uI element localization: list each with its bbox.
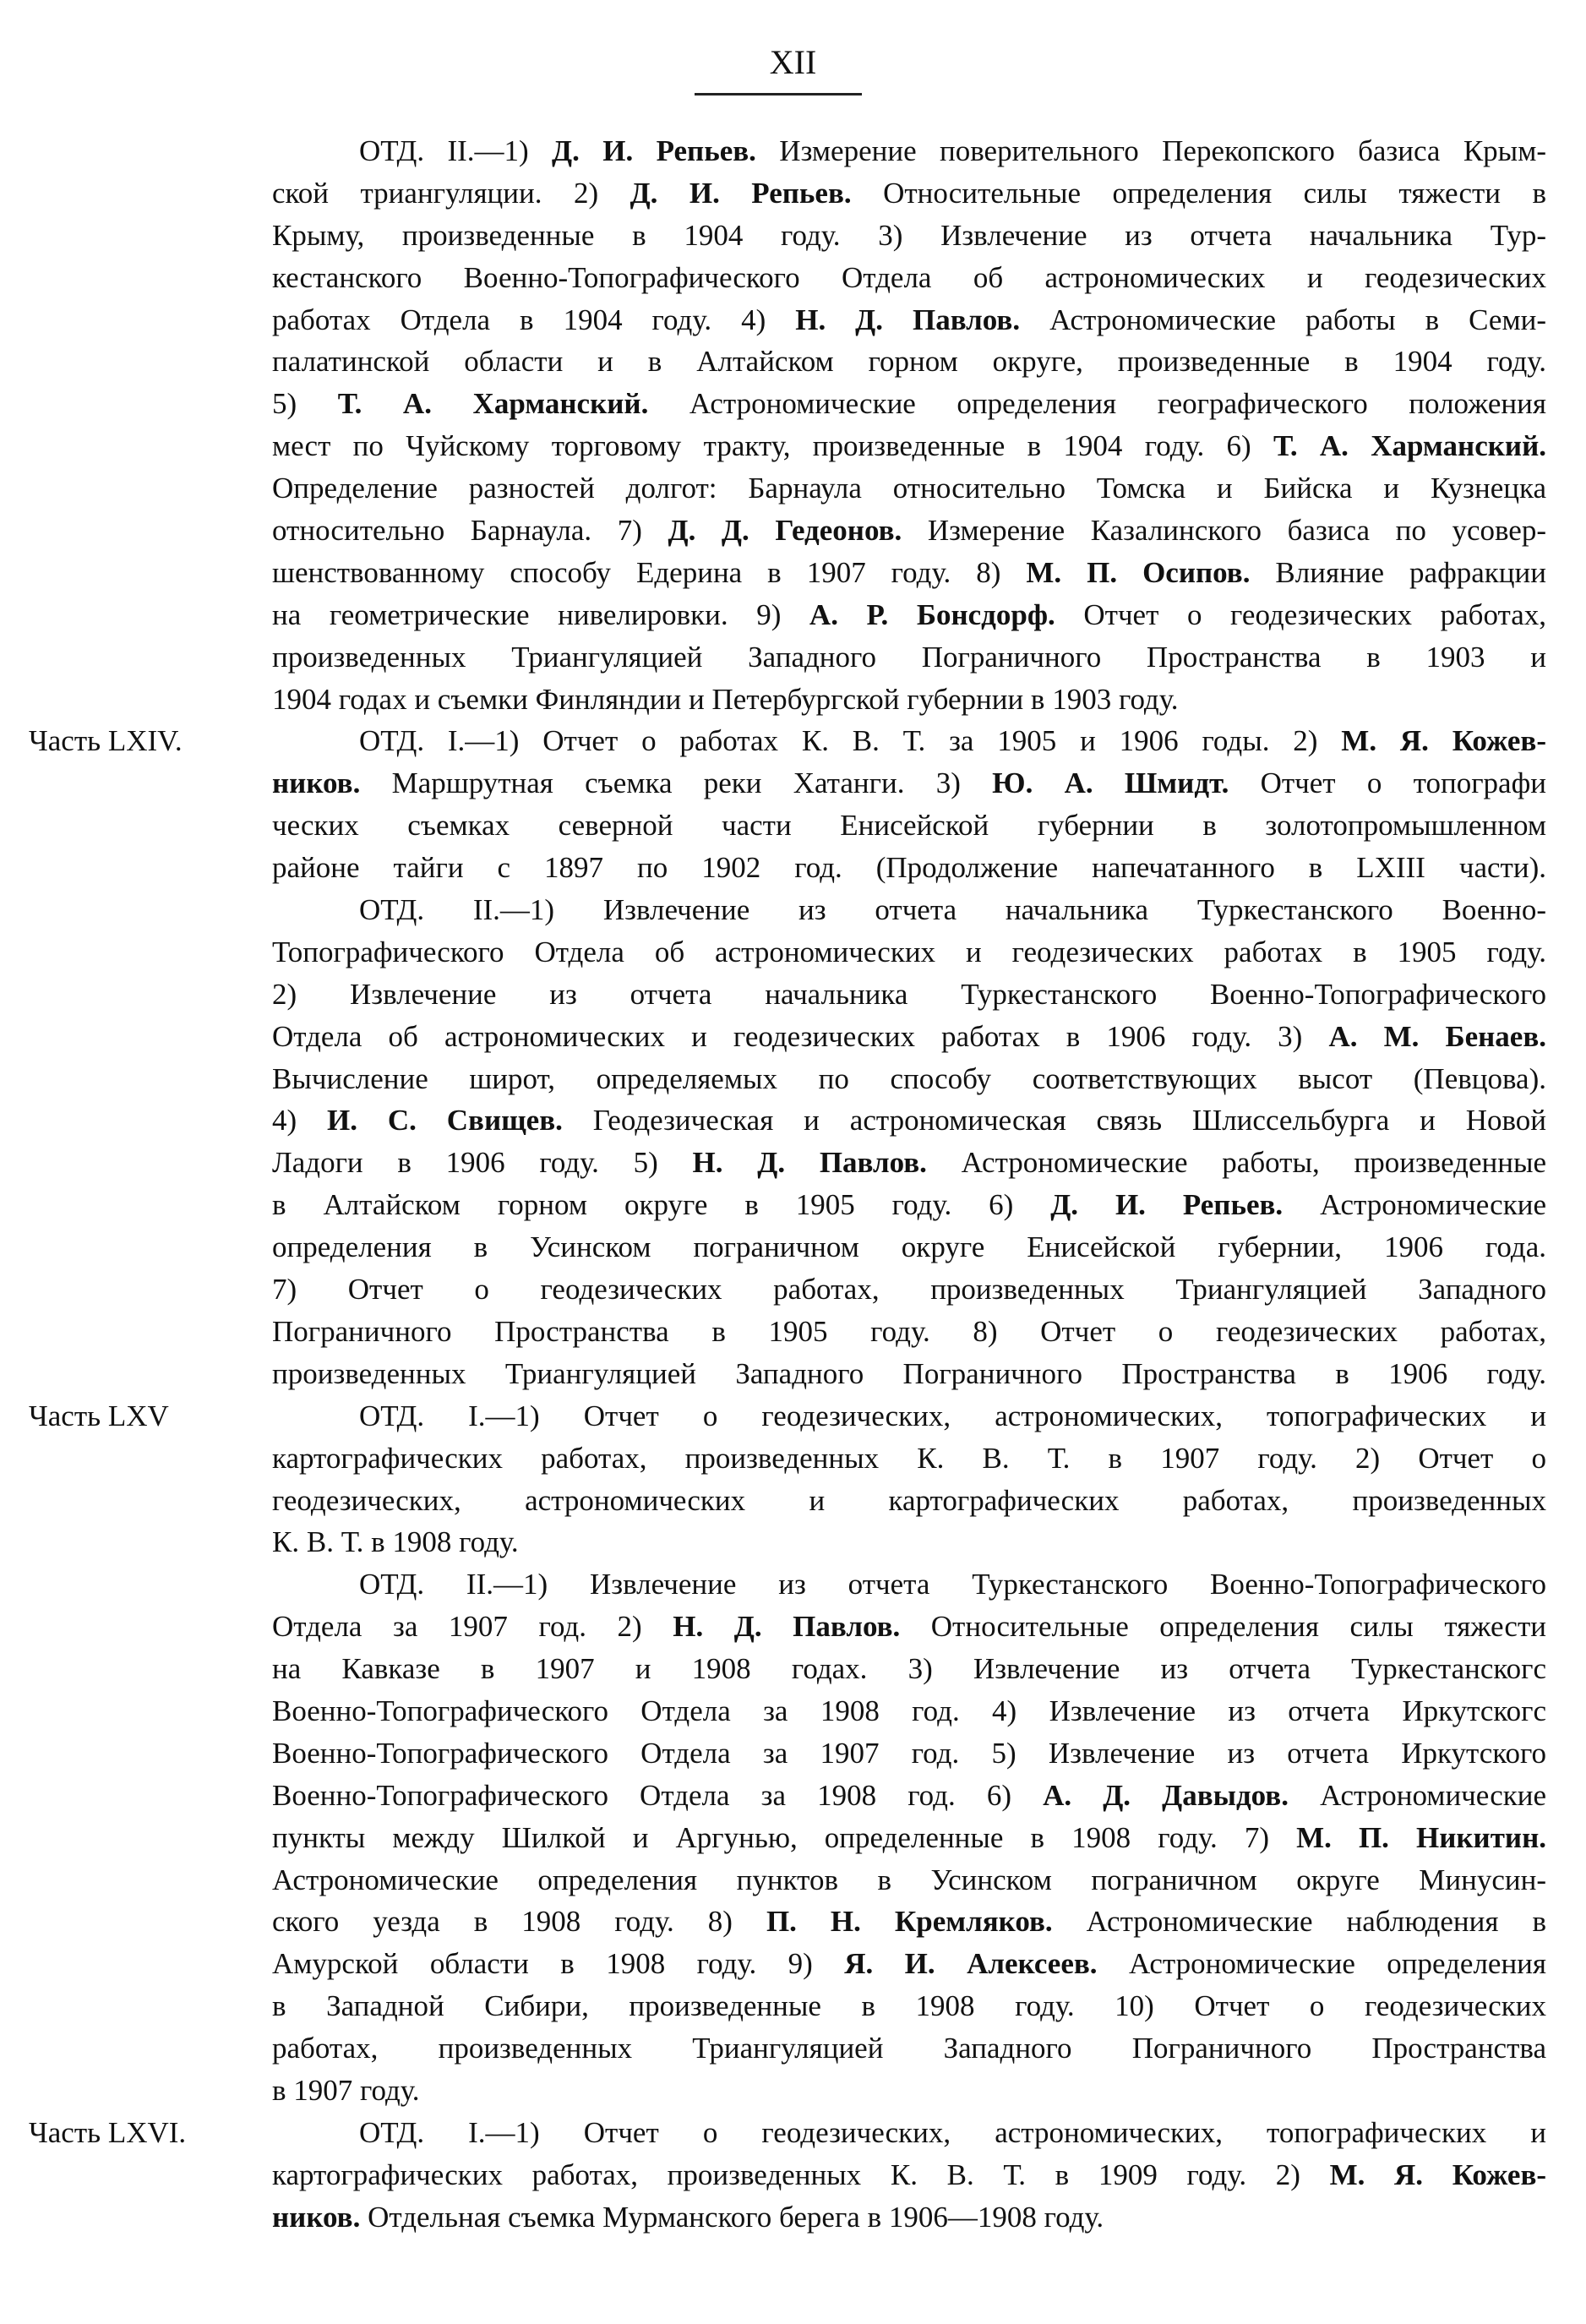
- text-segment: Астрономические: [1288, 1778, 1546, 1812]
- text-segment: относительно Барнаула. 7): [272, 514, 668, 548]
- text-segment: 1904 годах и съемки Финляндии и Петербургской губернии в 1903 году.: [272, 682, 1179, 716]
- author-name: Ю. А. Шмидт.: [992, 766, 1229, 800]
- text-line: [272, 1521, 1546, 1563]
- author-name: Т. А. Харманский.: [337, 387, 649, 421]
- text-line: [272, 1985, 1546, 2027]
- text-line: [272, 383, 1546, 425]
- text-segment: Ладоги в 1906 году. 5): [272, 1146, 693, 1180]
- text-line: [272, 1353, 1546, 1395]
- paragraph: [272, 889, 1546, 1395]
- text-line: [272, 594, 1546, 636]
- text-segment: Военно-Топографического Отдела за 1908 год. 6): [272, 1778, 1044, 1812]
- author-name: Д. Д. Гедеонов.: [668, 514, 902, 548]
- author-name: Д. И. Репьев.: [552, 134, 756, 167]
- text-line: [272, 1184, 1546, 1226]
- text-segment: Отдела за 1907 год. 2): [272, 1610, 673, 1644]
- paragraph: [272, 1563, 1546, 2112]
- text-line: [272, 762, 1546, 805]
- author-name: И. С. Свищев.: [327, 1104, 563, 1137]
- text-line: [272, 1563, 1546, 1606]
- text-line: [272, 889, 1546, 931]
- text-segment: Определение разностей долгот: Барнаула относительно Томска и Бийска и Кузнецка: [272, 472, 1546, 505]
- text-segment: Крыму, произведенные в 1904 году. 3) Извлечение из отчета начальника Тур-: [272, 218, 1546, 252]
- text-segment: кестанского Военно-Топографического Отдела об астрономических и геодезических: [272, 260, 1546, 294]
- text-segment: в Западной Сибири, произведенные в 1908 году. 10) Отчет о геодезических: [272, 1989, 1546, 2023]
- text-line: [272, 1099, 1546, 1142]
- author-name: М. П. Осипов.: [1026, 555, 1251, 589]
- author-name: ников.: [272, 766, 361, 800]
- text-segment: 7) Отчет о геодезических работах, произведенных Триангуляцией Западного: [272, 1273, 1546, 1307]
- author-name: М. Я. Кожев-: [1329, 2158, 1546, 2191]
- text-segment: 2) Извлечение из отчета начальника Туркестанского Военно-Топографического: [272, 977, 1546, 1011]
- text-segment: палатинской области и в Алтайском горном округе, произведенные в 1904 году.: [272, 345, 1546, 379]
- text-line: [272, 1016, 1546, 1058]
- text-segment: Астрономические определения пунктов в Усинском пограничном округе Минусин-: [272, 1863, 1546, 1896]
- text-line: [272, 257, 1546, 299]
- text-segment: работах, произведенных Триангуляцией Западного Пограничного Пространства: [272, 2032, 1546, 2065]
- text-segment: Отчет о геодезических работах,: [1055, 597, 1546, 631]
- text-segment: шенствованному способу Едерина в 1907 году. 8): [272, 555, 1027, 589]
- text-line: [272, 805, 1546, 847]
- text-line: [272, 341, 1546, 383]
- text-segment: Относительные определения силы тяжести: [900, 1610, 1546, 1644]
- page-number: XII: [769, 43, 817, 81]
- text-segment: в 1907 году.: [272, 2073, 420, 2107]
- text-segment: Влияние рафракции: [1250, 555, 1546, 589]
- text-segment: ческих съемках северной части Енисейской губернии в золотопромышленном: [272, 809, 1546, 843]
- text-segment: К. В. Т. в 1908 году.: [272, 1525, 519, 1559]
- text-segment: Вычисление широт, определяемых по способу соответствующих высот (Певцова).: [272, 1061, 1546, 1095]
- text-segment: Измерение поверительного Перекопского базиса Крым-: [755, 134, 1547, 167]
- text-segment: ОТД. II.—1): [359, 134, 553, 167]
- text-segment: картографических работах, произведенных К. В. Т. в 1909 году. 2): [272, 2158, 1330, 2191]
- author-name: А. М. Бенаев.: [1328, 1019, 1546, 1053]
- text-segment: Астрономические определения географического положения: [648, 387, 1546, 421]
- text-segment: 5): [272, 387, 338, 421]
- text-segment: районе тайги с 1897 по 1902 год. (Продолжение напечатанного в LXIII части).: [272, 851, 1546, 885]
- text-line: [272, 1142, 1546, 1184]
- text-segment: ОТД. I.—1) Отчет о работах К. В. Т. за 1905 и 1906 годы. 2): [359, 724, 1342, 758]
- text-segment: ской триангуляции. 2): [272, 176, 630, 210]
- text-segment: ОТД. II.—1) Извлечение из отчета Туркестанского Военно-Топографического: [359, 1568, 1546, 1601]
- text-segment: Амурской области в 1908 году. 9): [272, 1947, 845, 1981]
- text-line: [272, 1437, 1546, 1480]
- text-line: [272, 2196, 1546, 2239]
- text-segment: ОТД. I.—1) Отчет о геодезических, астрономических, топографических и: [359, 2115, 1546, 2149]
- page-body: [29, 130, 1547, 2239]
- text-segment: пункты между Шилкой и Аргунью, определенные в 1908 году. 7): [272, 1820, 1297, 1854]
- text-segment: на Кавказе в 1907 и 1908 годах. 3) Извлечение из отчета Туркестанскогс: [272, 1652, 1546, 1686]
- author-name: М. Я. Кожев-: [1341, 724, 1546, 758]
- text-segment: определения в Усинском пограничном округе Енисейской губернии, 1906 года.: [272, 1230, 1546, 1264]
- text-line: [272, 552, 1546, 594]
- text-line: [272, 1268, 1546, 1311]
- author-name: А. Р. Бонсдорф.: [809, 597, 1055, 631]
- text-line: [272, 1859, 1546, 1901]
- text-line: [272, 1817, 1546, 1859]
- text-line: [272, 172, 1546, 215]
- author-name: Н. Д. Павлов.: [795, 303, 1021, 336]
- paragraph: [29, 720, 1546, 889]
- text-segment: Астрономические работы в Семи-: [1020, 303, 1546, 336]
- paragraph: [29, 2112, 1546, 2239]
- text-segment: Пограничного Пространства в 1905 году. 8) Отчет о геодезических работах,: [272, 1314, 1546, 1348]
- text-line: [272, 1395, 1546, 1437]
- text-segment: 4): [272, 1104, 328, 1137]
- text-segment: ОТД. II.—1) Извлечение из отчета начальника Туркестанского Военно-: [359, 893, 1546, 927]
- text-segment: картографических работах, произведенных К. В. Т. в 1907 году. 2) Отчет о: [272, 1441, 1546, 1475]
- part-label: Часть LXV: [29, 1399, 169, 1432]
- text-line: [272, 510, 1546, 552]
- text-line: [272, 931, 1546, 974]
- text-segment: Отдельная съемка Мурманского берега в 1906—1908 году.: [360, 2200, 1104, 2234]
- text-line: [272, 1058, 1546, 1100]
- text-segment: произведенных Триангуляцией Западного Пограничного Пространства в 1906 году.: [272, 1356, 1546, 1390]
- text-line: [272, 847, 1546, 889]
- text-segment: Военно-Топографического Отдела за 1908 год. 4) Извлечение из отчета Иркутскогс: [272, 1694, 1546, 1727]
- text-line: [272, 1943, 1546, 1985]
- text-segment: работах Отдела в 1904 году. 4): [272, 303, 796, 336]
- author-name: А. Д. Давыдов.: [1043, 1778, 1289, 1812]
- text-line: [272, 1901, 1546, 1943]
- text-line: [272, 2027, 1546, 2070]
- paragraph: [272, 130, 1546, 720]
- text-line: [272, 1732, 1546, 1775]
- author-name: ников.: [272, 2200, 361, 2234]
- author-name: П. Н. Кремляков.: [766, 1905, 1053, 1939]
- text-segment: Относительные определения силы тяжести в: [851, 176, 1546, 210]
- author-name: М. П. Никитин.: [1296, 1820, 1546, 1854]
- text-line: [272, 1226, 1546, 1268]
- text-line: [272, 974, 1546, 1016]
- text-line: [272, 1775, 1546, 1817]
- text-line: [272, 720, 1546, 762]
- text-line: [272, 679, 1546, 721]
- text-segment: геодезических, астрономических и картографических работах, произведенных: [272, 1483, 1546, 1517]
- text-line: [272, 215, 1546, 257]
- text-segment: в Алтайском горном округе в 1905 году. 6): [272, 1188, 1051, 1222]
- text-line: [272, 1311, 1546, 1353]
- text-line: [272, 2154, 1546, 2196]
- text-line: [272, 425, 1546, 467]
- part-label: Часть LXVI.: [29, 2115, 187, 2149]
- text-segment: Топографического Отдела об астрономических и геодезических работах в 1905 году.: [272, 935, 1546, 968]
- text-segment: на геометрические нивелировки. 9): [272, 597, 809, 631]
- text-segment: Геодезическая и астрономическая связь Шлиссельбурга и Новой: [562, 1104, 1546, 1137]
- text-segment: Астрономические работы, произведенные: [926, 1146, 1546, 1180]
- text-segment: Военно-Топографического Отдела за 1907 год. 5) Извлечение из отчета Иркутского: [272, 1736, 1546, 1770]
- text-line: [272, 299, 1546, 341]
- text-segment: ОТД. I.—1) Отчет о геодезических, астрономических, топографических и: [359, 1399, 1546, 1432]
- paragraph: [29, 1395, 1546, 1564]
- text-segment: Отдела об астрономических и геодезических работах в 1906 году. 3): [272, 1019, 1329, 1053]
- text-segment: Отчет о топографи: [1229, 766, 1546, 800]
- text-segment: Измерение Казалинского базиса по усовер-: [902, 514, 1546, 548]
- author-name: Я. И. Алексеев.: [844, 1947, 1098, 1981]
- author-name: Д. И. Репьев.: [1050, 1188, 1284, 1222]
- header-rule: [695, 93, 862, 95]
- author-name: Т. А. Харманский.: [1273, 429, 1546, 463]
- text-segment: произведенных Триангуляцией Западного Пограничного Пространства в 1903 и: [272, 640, 1546, 674]
- text-segment: Астрономические наблюдения в: [1052, 1905, 1546, 1939]
- text-line: [272, 467, 1546, 510]
- author-name: Н. Д. Павлов.: [673, 1610, 901, 1644]
- text-line: [272, 1648, 1546, 1690]
- text-segment: мест по Чуйскому торговому тракту, произведенные в 1904 году. 6): [272, 429, 1274, 463]
- text-line: [272, 1690, 1546, 1732]
- text-line: [272, 130, 1546, 172]
- text-segment: Маршрутная съемка реки Хатанги. 3): [360, 766, 993, 800]
- text-line: [272, 1480, 1546, 1522]
- text-line: [272, 2070, 1546, 2112]
- text-line: [272, 2112, 1546, 2154]
- text-line: [272, 1606, 1546, 1648]
- text-segment: ского уезда в 1908 году. 8): [272, 1905, 766, 1939]
- part-label: Часть LXIV.: [29, 724, 183, 758]
- text-segment: Астрономические определения: [1097, 1947, 1547, 1981]
- author-name: Д. И. Репьев.: [629, 176, 852, 210]
- text-segment: Астрономические: [1283, 1188, 1546, 1222]
- author-name: Н. Д. Павлов.: [692, 1146, 927, 1180]
- text-line: [272, 636, 1546, 679]
